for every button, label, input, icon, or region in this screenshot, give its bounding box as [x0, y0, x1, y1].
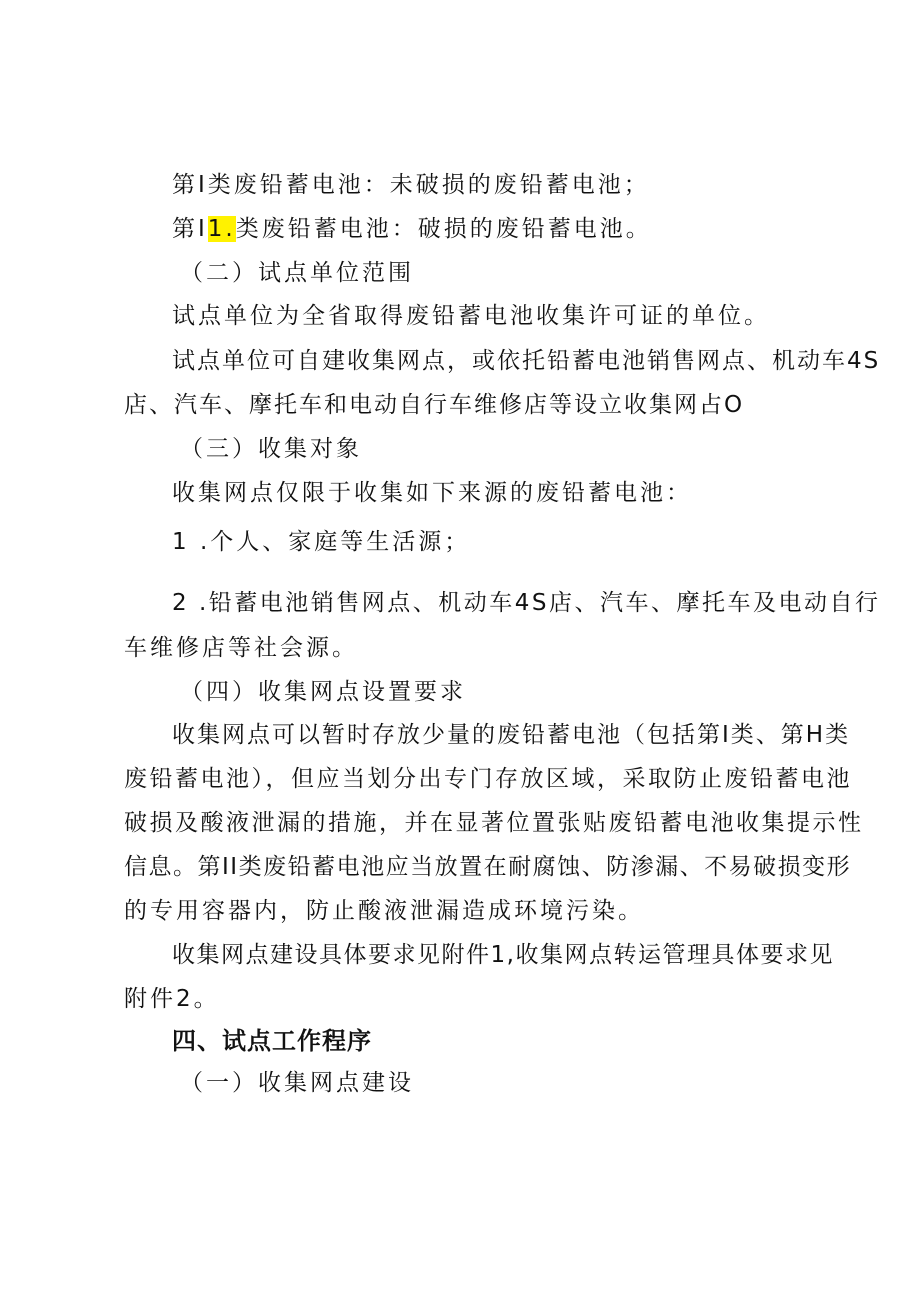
battery-type-2-prefix: 第I: [172, 216, 208, 242]
highlighted-mark: 1.: [207, 216, 236, 242]
requirements-line-5: 的专用容器内，防止酸液泄漏造成环境污染。: [124, 898, 644, 924]
requirements-line-1: 收集网点可以暂时存放少量的废铅蓄电池（包括第I类、第H类: [172, 722, 851, 748]
objects-item-2-line-1: 2 .铅蓄电池销售网点、机动车4S店、汽车、摩托车及电动自行: [172, 590, 881, 616]
section-4-heading: （四）收集网点设置要求: [180, 679, 466, 705]
requirements-line-4: 信息。第II类废铅蓄电池应当放置在耐腐蚀、防渗漏、不易破损变形: [124, 854, 852, 880]
chapter-4-heading: 四、试点工作程序: [172, 1027, 372, 1055]
section-2-heading: （二）试点单位范围: [180, 260, 414, 286]
objects-item-2-line-2: 车维修店等社会源。: [124, 635, 358, 661]
section-3-heading: （三）收集对象: [180, 436, 362, 462]
section-4-1-heading: （一）收集网点建设: [180, 1070, 414, 1096]
battery-type-2-line: [172, 215, 652, 243]
attachment-line-1: 收集网点建设具体要求见附件1,收集网点转运管理具体要求见: [172, 942, 834, 968]
requirements-line-2: 废铅蓄电池），但应当划分出专门存放区域，采取防止废铅蓄电池: [124, 766, 852, 792]
battery-type-2-suffix: 类废铅蓄电池：破损的废铅蓄电池。: [235, 216, 652, 242]
scope-paragraph-2-line-2: 店、汽车、摩托车和电动自行车维修店等设立收集网占O: [124, 392, 745, 418]
battery-type-1-line: 第I类废铅蓄电池：未破损的废铅蓄电池；: [172, 172, 650, 198]
requirements-line-3: 破损及酸液泄漏的措施，并在显著位置张贴废铅蓄电池收集提示性: [124, 810, 864, 836]
objects-item-1: 1 .个人、家庭等生活源；: [172, 529, 471, 555]
attachment-line-2: 附件2。: [124, 986, 220, 1012]
scope-paragraph-2-line-1: 试点单位可自建收集网点，或依托铅蓄电池销售网点、机动车4S: [172, 348, 881, 374]
objects-intro: 收集网点仅限于收集如下来源的废铅蓄电池：: [172, 480, 692, 506]
scope-paragraph-1: 试点单位为全省取得废铅蓄电池收集许可证的单位。: [172, 303, 770, 329]
